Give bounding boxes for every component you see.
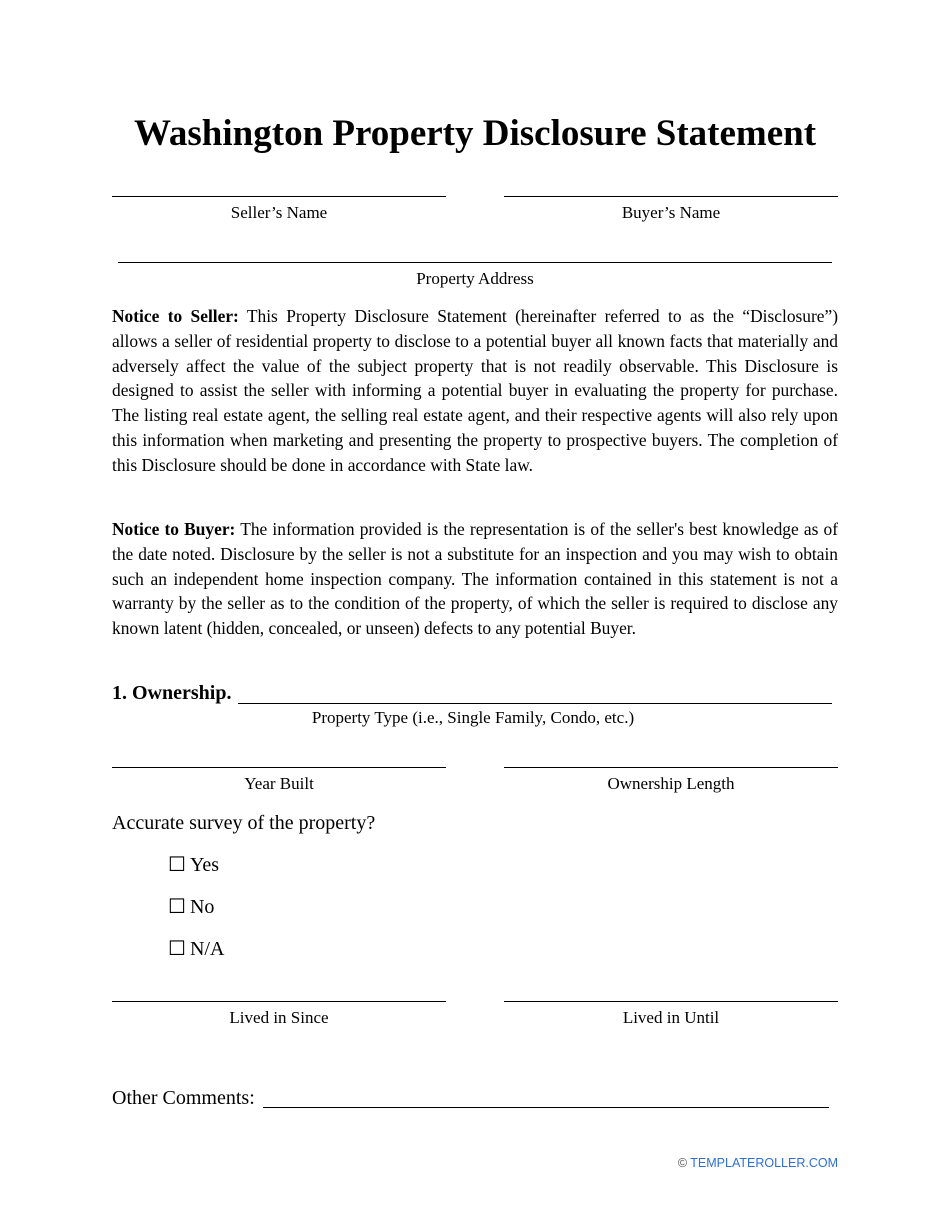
seller-name-field[interactable] [112, 196, 446, 197]
copyright-icon: © [677, 1156, 688, 1170]
property-type-label: Property Type (i.e., Single Family, Condo, etc.) [311, 708, 635, 727]
other-comments-label: Other Comments: [112, 1087, 255, 1109]
year-built-label: Year Built [244, 774, 314, 793]
year-built-field[interactable] [112, 767, 446, 768]
property-type-field[interactable] [238, 703, 832, 704]
option-yes[interactable] [168, 852, 219, 878]
templateroller-link[interactable]: TEMPLATEROLLER.COM [690, 1156, 838, 1170]
lived-in-until-label: Lived in Until [622, 1008, 720, 1027]
notice-to-buyer [112, 517, 838, 641]
checkbox-icon[interactable]: ☐ [168, 896, 186, 918]
checkbox-icon[interactable]: ☐ [168, 854, 186, 876]
lived-in-until-field[interactable] [504, 1001, 838, 1002]
option-yes-label: Yes [189, 854, 220, 876]
notice-to-seller [112, 304, 838, 478]
survey-question: Accurate survey of the property? [112, 812, 376, 834]
ownership-length-label: Ownership Length [607, 774, 735, 793]
buyer-name-label: Buyer’s Name [621, 203, 721, 222]
property-address-field[interactable] [118, 262, 832, 263]
option-no-label: No [189, 896, 215, 918]
buyer-name-field[interactable] [504, 196, 838, 197]
lived-in-since-label: Lived in Since [229, 1008, 329, 1027]
lived-in-since-field[interactable] [112, 1001, 446, 1002]
footer-credit [678, 1155, 838, 1171]
notice-to-buyer-text: The information provided is the representation is of the seller's best knowledge as of the date noted. Disclosure by the seller is not a substitute for an inspection and you may wish to obtain such an independent home inspection company. The information contained in this statement is not a warranty by the seller as to the condition of the property, of which the seller is required to disclose any known latent (hidden, concealed, or unseen) defects to any potential Buyer. [112, 519, 838, 639]
other-comments-field[interactable] [263, 1107, 829, 1108]
notice-to-seller-text: This Property Disclosure Statement (hereinafter referred to as the “Disclosure”) allows a seller of residential property to disclose to a potential buyer all known facts that materially and adversely affect the value of the subject property that is not readily observable. This Disclosure is designed to assist the seller with informing a potential buyer in evaluating the property for purchase. The listing real estate agent, the selling real estate agent, and their respective agents will also rely upon this information when marketing and presenting the property to prospective buyers. The completion of this Disclosure should be done in accordance with State law. [112, 306, 838, 475]
notice-to-seller-label: Notice to Seller: [112, 306, 239, 326]
seller-name-label: Seller’s Name [230, 203, 328, 222]
notice-to-buyer-label: Notice to Buyer: [112, 519, 236, 539]
option-no[interactable] [168, 894, 214, 920]
ownership-length-field[interactable] [504, 767, 838, 768]
option-na-label: N/A [189, 938, 225, 960]
property-address-label: Property Address [416, 269, 534, 288]
option-na[interactable] [168, 936, 224, 962]
checkbox-icon[interactable]: ☐ [168, 938, 186, 960]
page-title: Washington Property Disclosure Statement [133, 113, 817, 154]
section-ownership-heading: 1. Ownership. [112, 682, 232, 704]
